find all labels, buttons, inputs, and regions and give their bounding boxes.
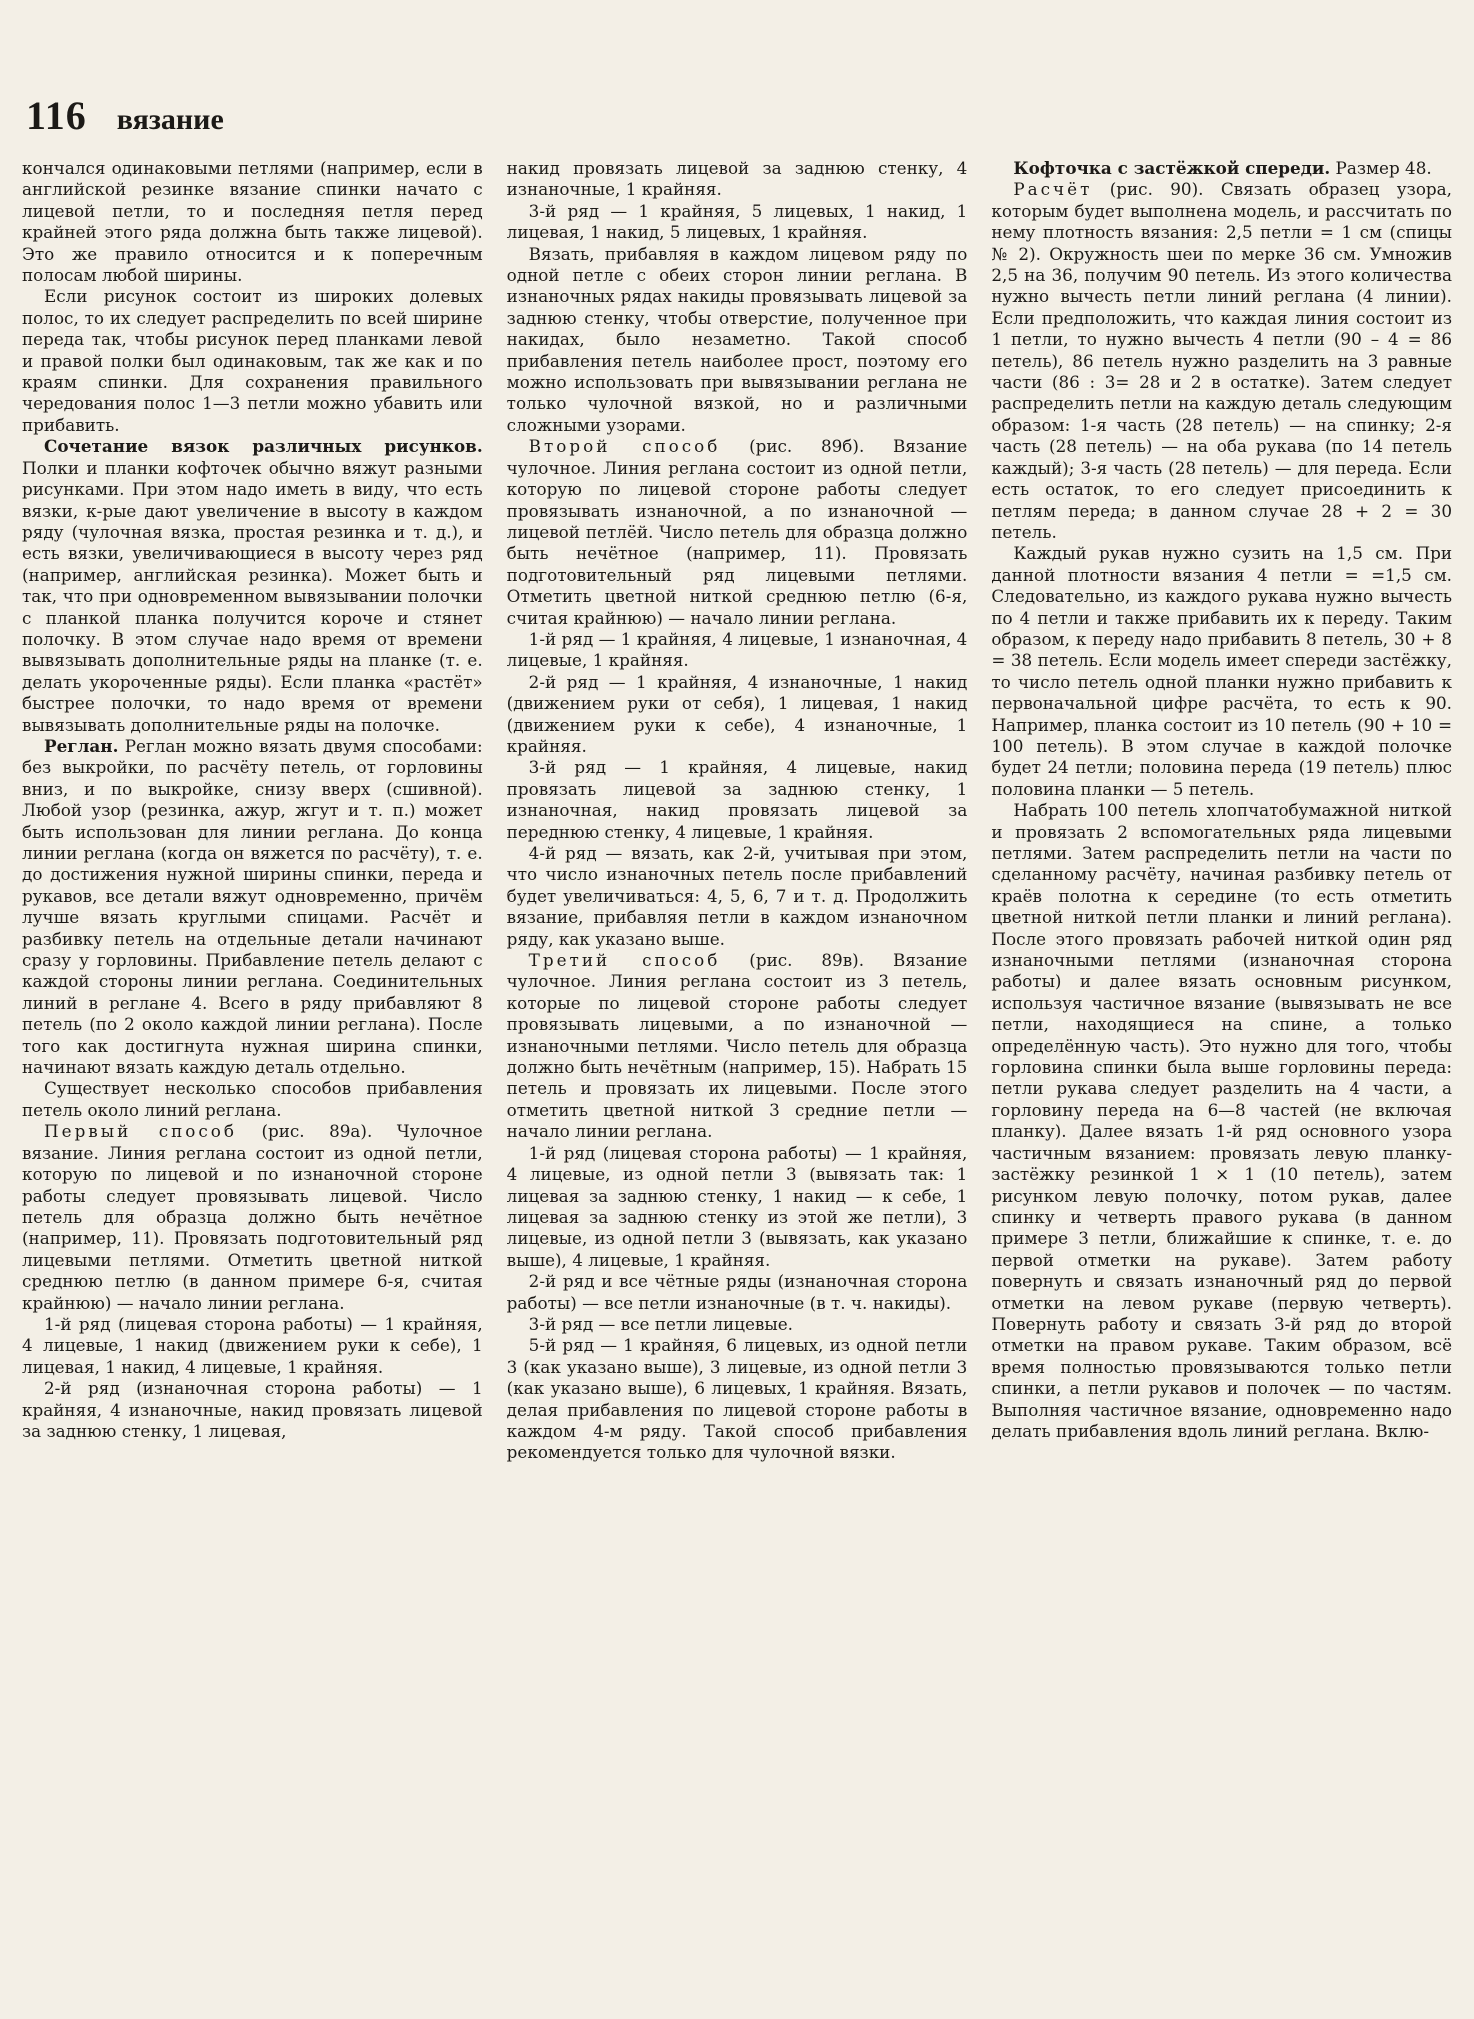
paragraph bbox=[991, 179, 1452, 543]
paragraph: Набрать 100 петель хлопчатобумажной ниткой и провязать 2 вспомогательных ряда лицевыми петлями. Затем распределить петли на части по сделанному расчёту, начиная разбивку петель от краёв полотна к середине (то есть отметить цветной ниткой петли планки и линий реглана). После этого провязать рабочей ниткой один ряд изнаночными петлями (изнаночная сторона работы) и далее вязать основным рисунком, используя частичное вязание (вывязывать не все петли, находящиеся на спине, а только определённую часть). Это нужно для того, чтобы горловина спинки была выше горловины переда: петли рукава следует разделить на 4 части, а горловину переда на 6—8 частей (не включая планку). Далее вязать 1-й ряд основного узора частичным вязанием: провязать левую планку-застёжку резинкой 1 × 1 (10 петель), затем рисунком левую полочку, потом рукав, далее спинку и четверть правого рукава (в данном примере 3 петли, ближайшие к спинке, т. е. до первой отметки на рукаве). Затем работу повернуть и связать изнаночный ряд до первой отметки на левом рукаве (первую четверть). Повернуть работу и связать 3-й ряд до второй отметки на правом рукаве. Таким образом, всё время полностью провязываются только петли спинки, а петли рукавов и полочек — по частям. Выполняя частичное вязание, одновременно надо делать прибавления вдоль линий реглана. Вклю- bbox=[991, 800, 1453, 1441]
paragraph-body: Реглан можно вязать двумя способами: без выкройки, по расчёту петель, от горловины вниз, и по выкройке, снизу вверх (сшивной). Любой узор (резинка, ажур, жгут и т. п.) может быть использован для линии реглана. До конца линии реглана (когда он вяжется по расчёту), т. е. до достижения нужной ширины спинки, переда и рукавов, все детали вяжут одновременно, причём лучше вязать круглыми спицами. Расчёт и разбивку петель на отдельные детали начинают сразу у горловины. Прибавление петель делают с каждой стороны линии реглана. Соединительных линий в реглане 4. Всего в ряду прибавляют 8 петель (по 2 около каждой линии реглана). После того как достигнута нужная ширина спинки, начинают вязать каждую деталь отдельно. bbox=[22, 735, 483, 1078]
column-1 bbox=[22, 158, 483, 1998]
spaced-term: Первый способ bbox=[44, 1121, 238, 1142]
paragraph-body: Размер 48. bbox=[1330, 158, 1432, 178]
paragraph-heading: Реглан. bbox=[44, 735, 119, 756]
column-3 bbox=[991, 158, 1452, 1998]
paragraph bbox=[22, 436, 483, 736]
paragraph: 5-й ряд — 1 крайняя, 6 лицевых, из одной петли 3 (как указано выше), 3 лицевые, из одной петли 3 (как указано выше), 6 лицевых, 1 крайняя. Вязать, делая прибавления по лицевой стороне работы в каждом 4-м ряду. Такой способ прибавления рекомендуется только для чулочной вязки. bbox=[506, 1335, 968, 1463]
paragraph-body: (рис. 89а). Чулочное вязание. Линия реглана состоит из одной петли, которую по лицевой и по изнаночной стороне работы следует провязывать лицевой. Число петель для образца должно быть нечётное (например, 11). Провязать подготовительный ряд лицевыми петлями. Отметить цветной ниткой среднюю петлю (в данном примере 6-я, считая крайнюю) — начало линии реглана. bbox=[22, 1121, 483, 1313]
paragraph-body: (рис. 89б). Вязание чулочное. Линия реглана состоит из одной петли, которую по лицевой стороне работы следует провязывать изнаночной, а по изнаночной — лицевой петлёй. Число петель для образца должно быть нечётное (например, 11). Провязать подготовительный ряд лицевыми петлями. Отметить цветной ниткой среднюю петлю (6-я, считая крайнюю) — начало линии реглана. bbox=[506, 436, 968, 628]
paragraph bbox=[22, 736, 483, 1079]
paragraph: накид провязать лицевой за заднюю стенку, 4 изнаночные, 1 крайняя. bbox=[506, 158, 968, 200]
paragraph-body: (рис. 90). Связать образец узора, которым будет выполнена модель, и рассчитать по нему плотность вязания: 2,5 петли = 1 см (спицы № 2). Окружность шеи по мерке 36 см. Умножив 2,5 на 36, получим 90 петель. Из этого количества нужно вычесть петли линий реглана (4 линии). Если предположить, что каждая линия состоит из 1 петли, то нужно вычесть 4 петли (90 – 4 = 86 петель), 86 петель нужно разделить на 3 равные части (86 : 3= 28 и 2 в остатке). Затем следует распределить петли на каждую деталь следующим образом: 1-я часть (28 петель) — на спинку; 2-я часть (28 петель) — на оба рукава (по 14 петель каждый); 3-я часть (28 петель) — для переда. Если есть остаток, то его следует присоединить к петлям переда; в данном случае 28 + 2 = 30 петель. bbox=[991, 179, 1453, 542]
section-title: вязание bbox=[116, 103, 224, 136]
paragraph: 1-й ряд — 1 крайняя, 4 лицевые, 1 изнаночная, 4 лицевые, 1 крайняя. bbox=[506, 628, 968, 671]
page-number: 116 bbox=[26, 93, 87, 138]
paragraph-body: Полки и планки кофточек обычно вяжут разными рисунками. При этом надо иметь в виду, что есть вязки, к-рые дают увеличение в высоту в каждом ряду (чулочная вязка, простая резинка и т. д.), и есть вязки, увеличивающиеся в высоту через ряд (например, английская резинка). Может быть и так, что при одновременном вывязывании полочки с планкой планка получится короче и стянет полочку. В этом случае надо время от времени вывязывать дополнительные ряды на планке (т. е. делать укороченные ряды). Если планка «растёт» быстрее полочки, то надо время от времени вывязывать дополнительные ряды на полочке. bbox=[22, 457, 483, 735]
paragraph-heading: Сочетание вязок различных рисунков. bbox=[44, 436, 483, 457]
spaced-term: Расчёт bbox=[1013, 179, 1093, 200]
paragraph bbox=[507, 950, 968, 1143]
paragraph: 3-й ряд — 1 крайняя, 5 лицевых, 1 накид, 1 лицевая, 1 накид, 5 лицевых, 1 крайняя. bbox=[506, 200, 968, 243]
column-2 bbox=[507, 158, 968, 1998]
paragraph: 4-й ряд — вязать, как 2-й, учитывая при этом, что число изнаночных петель после прибавлений будет увеличиваться: 4, 5, 6, 7 и т. д. Продолжить вязание, прибавляя петли в каждом изнаночном ряду, как указано выше. bbox=[506, 843, 968, 949]
paragraph bbox=[991, 158, 1452, 179]
paragraph: кончался одинаковыми петлями (например, если в английской резинке вязание спинки начато с лицевой петли, то и последняя петля перед крайней этого ряда должна быть также лицевой). Это же правило относится и к поперечным полосам любой ширины. bbox=[22, 158, 483, 286]
page-header bbox=[26, 92, 224, 139]
paragraph: Вязать, прибавляя в каждом лицевом ряду по одной петле с обеих сторон линии реглана. В изнаночных рядах накиды провязывать лицевой за заднюю стенку, чтобы отверстие, полученное при накидах, было незаметно. Такой способ прибавления петель наиболее прост, поэтому его можно использовать при вывязывании реглана не только чулочной вязкой, но и различными сложными узорами. bbox=[506, 243, 968, 435]
paragraph: 2-й ряд — 1 крайняя, 4 изнаночные, 1 накид (движением руки от себя), 1 лицевая, 1 накид (движением руки к себе), 4 изнаночные, 1 крайняя. bbox=[506, 671, 968, 756]
paragraph: Каждый рукав нужно сузить на 1,5 см. При данной плотности вязания 4 петли = =1,5 см. Следовательно, из каждого рукава нужно вычесть по 4 петли и также прибавить их к переду. Таким образом, к переду надо прибавить 8 петель, 30 + 8 = 38 петель. Если модель имеет спереди застёжку, то число петель одной планки нужно прибавить к первоначальной цифре расчёта, то есть к 90. Например, планка состоит из 10 петель (90 + 10 = 100 петель). В этом случае в каждой полочке будет 24 петли; половина переда (19 петель) плюс половина планки — 5 петель. bbox=[991, 543, 1453, 799]
paragraph: 2-й ряд (изнаночная сторона работы) — 1 крайняя, 4 изнаночные, накид провязать лицевой за заднюю стенку, 1 лицевая, bbox=[22, 1378, 483, 1441]
text-columns bbox=[22, 158, 1452, 1998]
paragraph-heading: Кофточка с застёжкой спереди. bbox=[1013, 158, 1331, 178]
paragraph bbox=[507, 436, 968, 629]
paragraph bbox=[22, 1121, 483, 1314]
paragraph: 1-й ряд (лицевая сторона работы) — 1 крайняя, 4 лицевые, 1 накид (движением руки к себе), 1 лицевая, 1 накид, 4 лицевые, 1 крайняя. bbox=[22, 1313, 483, 1377]
paragraph-body: (рис. 89в). Вязание чулочное. Линия реглана состоит из 3 петель, которые по лицевой стороне работы следует провязывать лицевыми, а по изнаночной — изнаночными петлями. Число петель для образца должно быть нечётным (например, 15). Набрать 15 петель и провязать их лицевыми. После этого отметить цветной ниткой 3 средние петли — начало линии реглана. bbox=[506, 950, 968, 1142]
paragraph: Существует несколько способов прибавления петель около линий реглана. bbox=[22, 1078, 483, 1120]
paragraph: Если рисунок состоит из широких долевых полос, то их следует распределить по всей ширине переда так, чтобы рисунок перед планками левой и правой полки был одинаковым, так же как и по краям спинки. Для сохранения правильного чередования полос 1—3 петли можно убавить или прибавить. bbox=[22, 286, 483, 435]
spaced-term: Второй способ bbox=[528, 436, 721, 457]
paragraph: 1-й ряд (лицевая сторона работы) — 1 крайняя, 4 лицевые, из одной петли 3 (вывязать так: 1 лицевая за заднюю стенку, 1 накид — к себе, 1 лицевая за заднюю стенку из этой же петли), 3 лицевые, из одной петли 3 (вывязать, как указано выше), 4 лицевые, 1 крайняя. bbox=[506, 1142, 968, 1270]
spaced-term: Третий способ bbox=[528, 950, 721, 971]
paragraph: 3-й ряд — все петли лицевые. bbox=[528, 1313, 793, 1334]
paragraph: 2-й ряд и все чётные ряды (изнаночная сторона работы) — все петли изнаночные (в т. ч. накиды). bbox=[506, 1271, 968, 1313]
paragraph: 3-й ряд — 1 крайняя, 4 лицевые, накид провязать лицевой за заднюю стенку, 1 изнаночная, накид провязать лицевой за переднюю стенку, 4 лицевые, 1 крайняя. bbox=[506, 757, 968, 842]
